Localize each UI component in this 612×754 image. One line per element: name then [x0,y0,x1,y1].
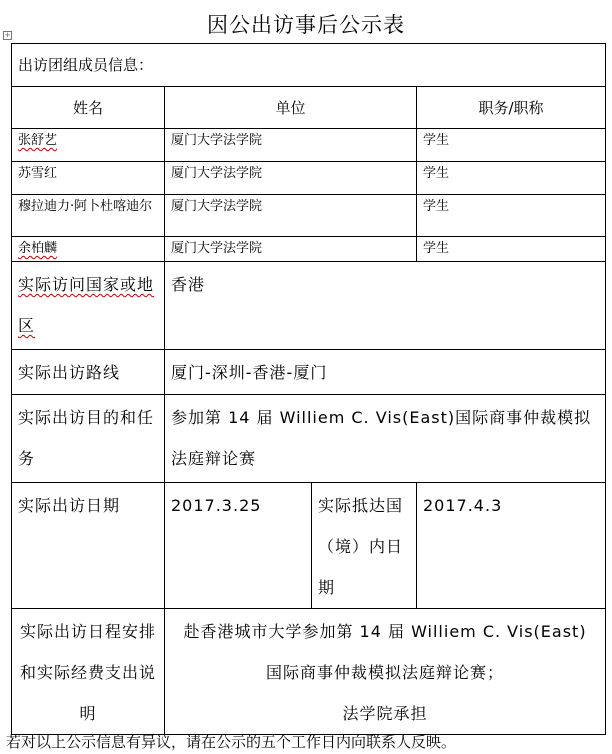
schedule-row [12,609,606,735]
disclosure-table [11,43,606,735]
schedule-line: 赴香港城市大学参加第 14 届 Williem C. Vis(East) [183,622,587,641]
table-row [12,237,606,262]
member-unit: 厦门大学法学院 [165,129,417,162]
purpose-row [12,395,606,483]
schedule-line: 国际商事仲裁模拟法庭辩论赛； [266,663,505,682]
country-label: 实际访问国家或地区 [18,275,155,335]
member-title: 学生 [417,129,606,162]
column-header-title: 职务/职称 [417,87,606,129]
member-title: 学生 [417,237,606,262]
page-title: 因公出访事后公示表 [207,13,405,37]
member-name: 余柏麟 [18,241,58,256]
purpose-label: 实际出访目的和任务 [12,395,165,483]
country-value: 香港 [165,262,606,350]
member-unit: 厦门大学法学院 [165,195,417,237]
table-move-handle-icon[interactable]: + [4,31,11,39]
footer-note: 若对以上公示信息有异议，请在公示的五个工作日内向联系人反映。 [6,733,457,751]
date-value: 2017.3.25 [165,483,312,609]
column-header-row [12,87,606,129]
route-row [12,350,606,395]
table-row [12,195,606,237]
schedule-label: 实际出访日程安排和实际经费支出说明 [12,609,165,735]
date-label: 实际出访日期 [12,483,165,609]
section-header-row [12,44,606,87]
country-row [12,262,606,350]
arrival-value: 2017.4.3 [417,483,606,609]
member-title: 学生 [417,162,606,195]
member-name: 苏雪红 [12,162,165,195]
table-row [12,129,606,162]
column-header-unit: 单位 [165,87,417,129]
member-unit: 厦门大学法学院 [165,162,417,195]
member-name: 穆拉迪力·阿卜杜喀迪尔 [12,195,165,237]
route-label: 实际出访路线 [12,350,165,395]
purpose-value: 参加第 14 届 Williem C. Vis(East)国际商事仲裁模拟法庭辩论赛 [165,395,606,483]
section-label: 出访团组成员信息： [12,44,606,87]
route-value: 厦门-深圳-香港-厦门 [165,350,606,395]
column-header-name: 姓名 [12,87,165,129]
table-row [12,162,606,195]
schedule-value [165,609,606,735]
schedule-line: 法学院承担 [342,704,428,723]
dates-row [12,483,606,609]
member-title: 学生 [417,195,606,237]
arrival-label: 实际抵达国（境）内日期 [312,483,417,609]
member-name: 张舒艺 [18,133,58,148]
member-unit: 厦门大学法学院 [165,237,417,262]
